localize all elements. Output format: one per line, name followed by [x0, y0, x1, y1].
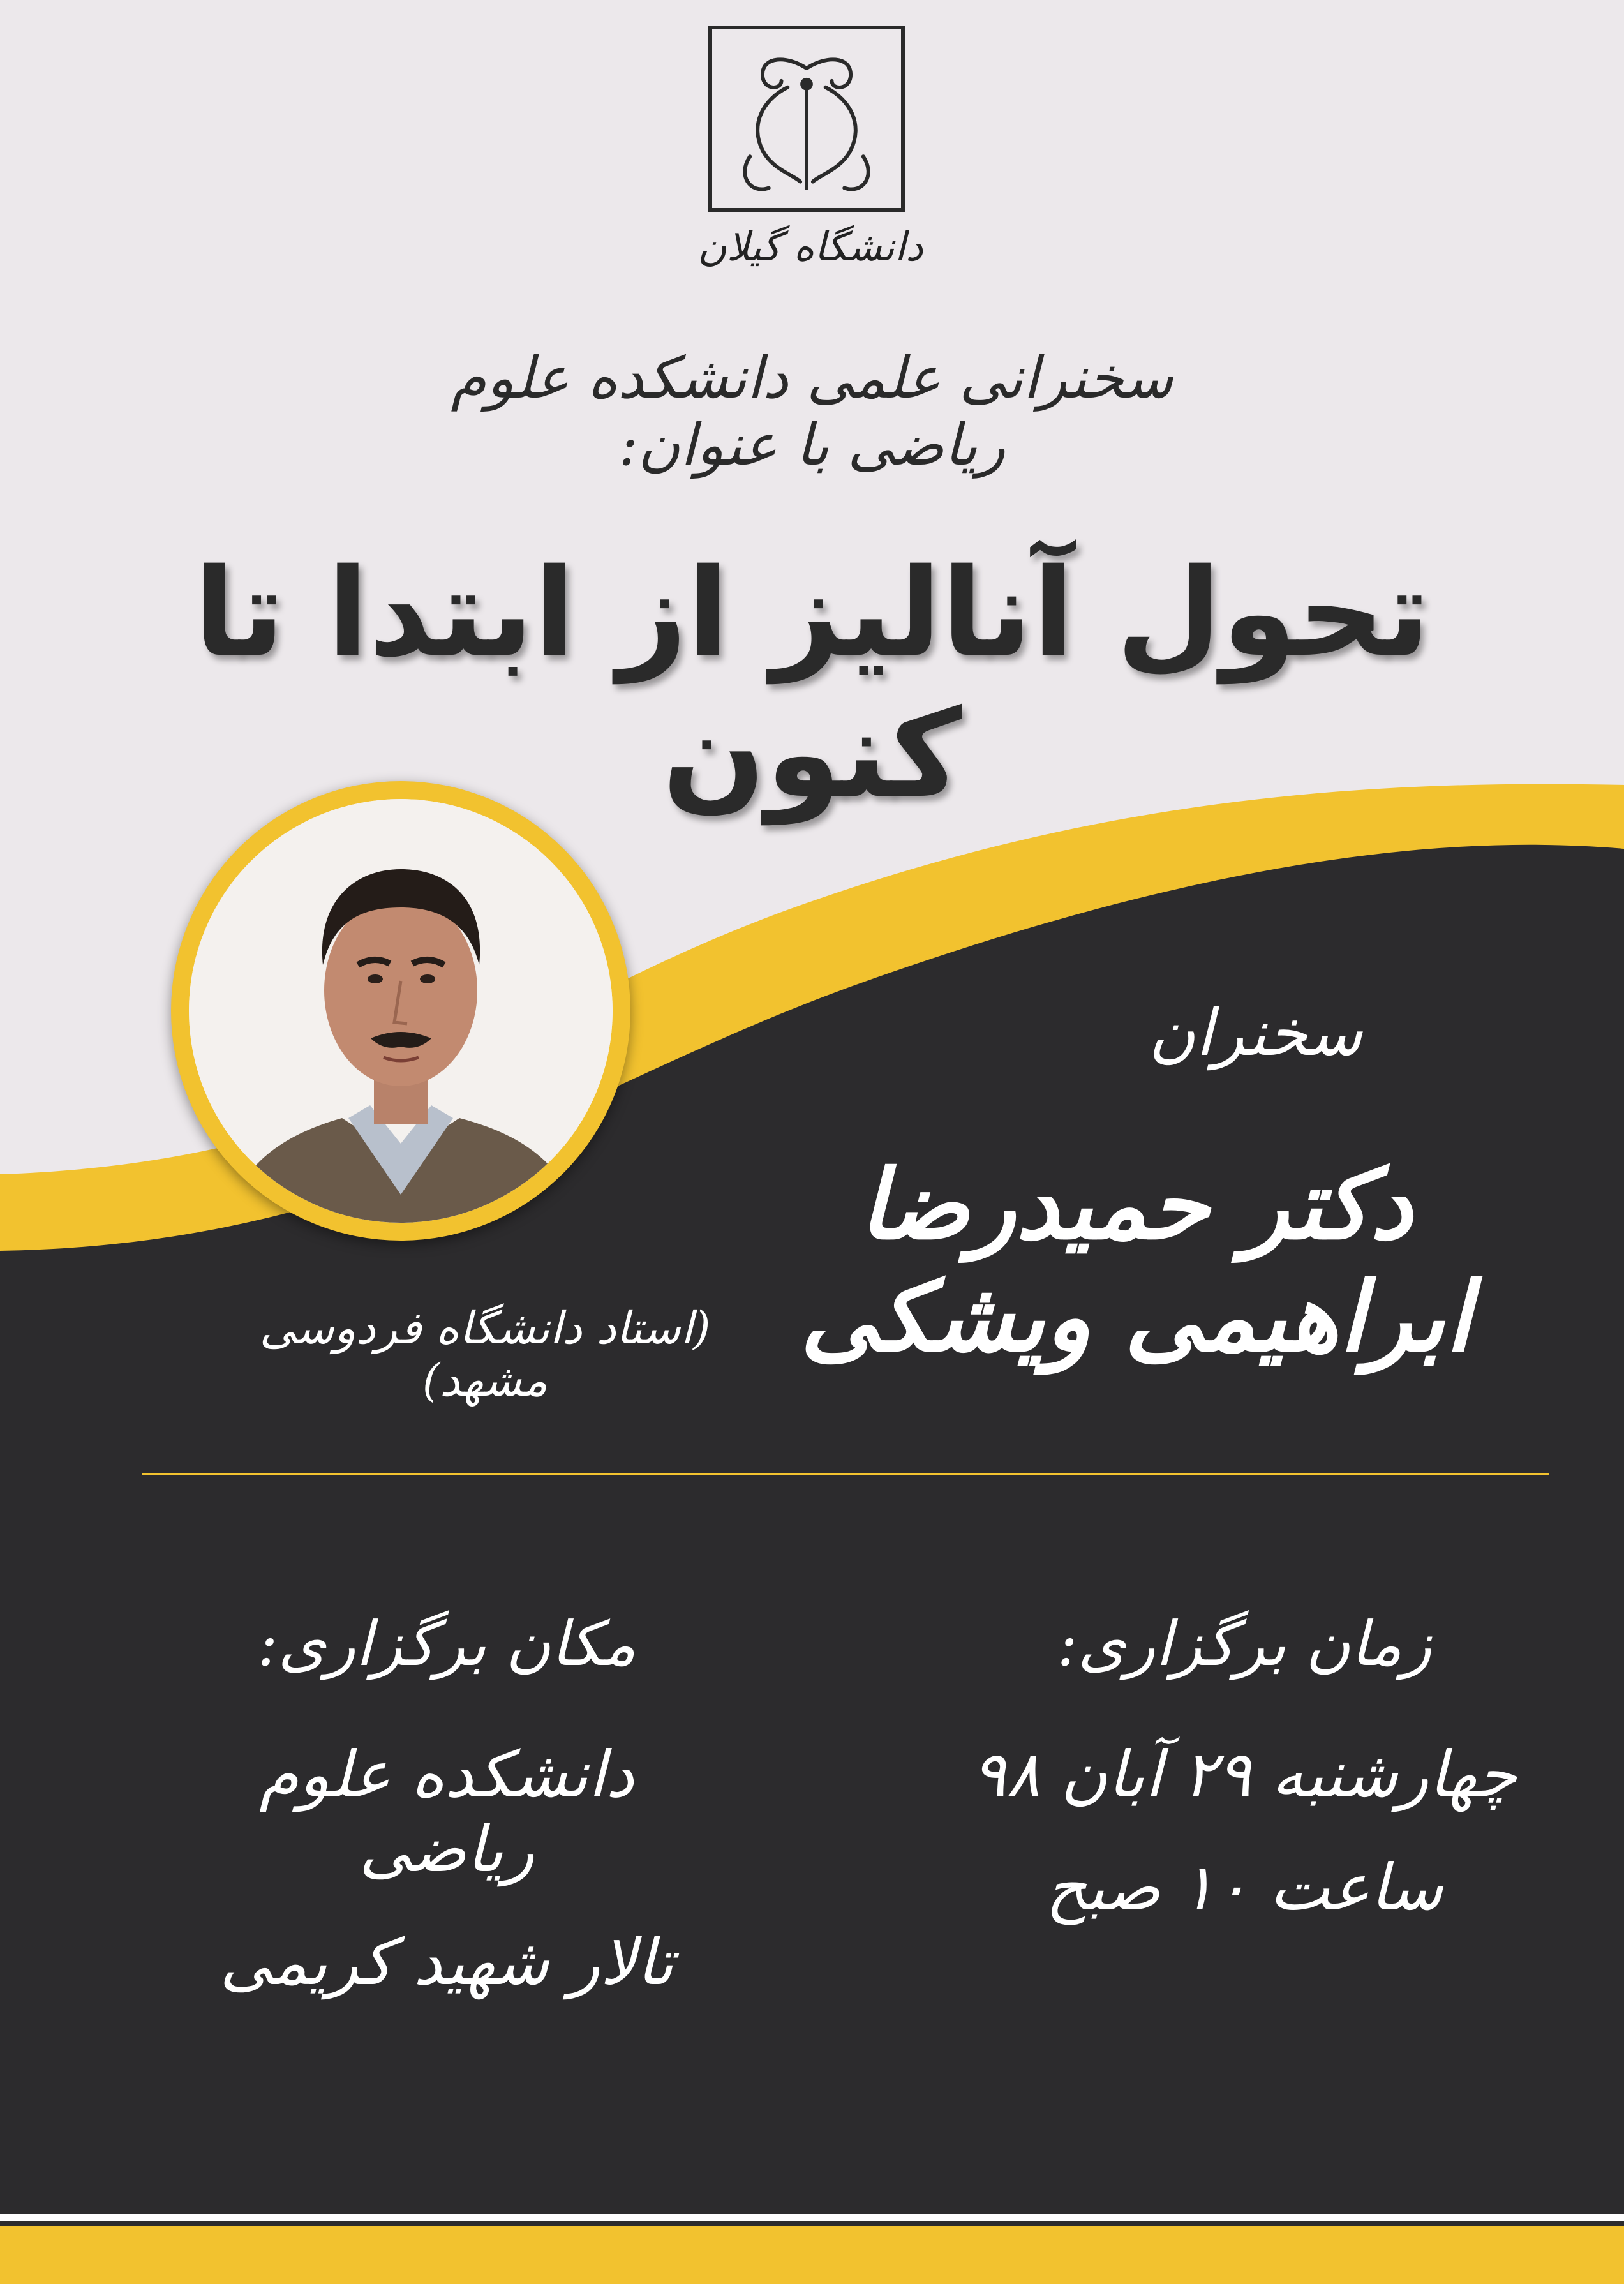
university-logo [708, 26, 905, 212]
bottom-white-stripe [0, 2214, 1624, 2221]
event-hour: ساعت ۱۰ صبح [1045, 1850, 1443, 1925]
bottom-yellow-bar [0, 2226, 1624, 2284]
event-date: چهارشنبه ۲۹ آبان ۹۸ [971, 1737, 1517, 1812]
speaker-affiliation: (استاد دانشگاه فردوسی مشهد) [259, 1302, 711, 1407]
divider-line [142, 1473, 1549, 1475]
speaker-name: دکتر حمیدرضا ابراهیمی ویشکی [800, 1149, 1472, 1373]
speaker-portrait-icon [189, 799, 613, 1223]
university-name: دانشگاه گیلان [697, 223, 923, 270]
speaker-photo-frame [171, 781, 630, 1241]
event-place-section [191, 1608, 702, 1999]
place-heading: مکان برگزاری: [257, 1608, 636, 1680]
event-time-section [957, 1608, 1531, 1925]
time-heading: زمان برگزاری: [1057, 1608, 1432, 1680]
speaker-label: سخنران [1149, 996, 1362, 1070]
university-emblem-icon [712, 29, 901, 208]
event-title: تحول آنالیز از ابتدا تا کنون [193, 542, 1431, 825]
place-line-1: دانشکده علوم ریاضی [259, 1737, 634, 1886]
place-line-2: تالار شهید کریمی [220, 1925, 674, 1999]
speaker-photo [189, 799, 613, 1223]
event-subtitle: سخنرانی علمی دانشکده علوم ریاضی با عنوان: [451, 345, 1173, 479]
